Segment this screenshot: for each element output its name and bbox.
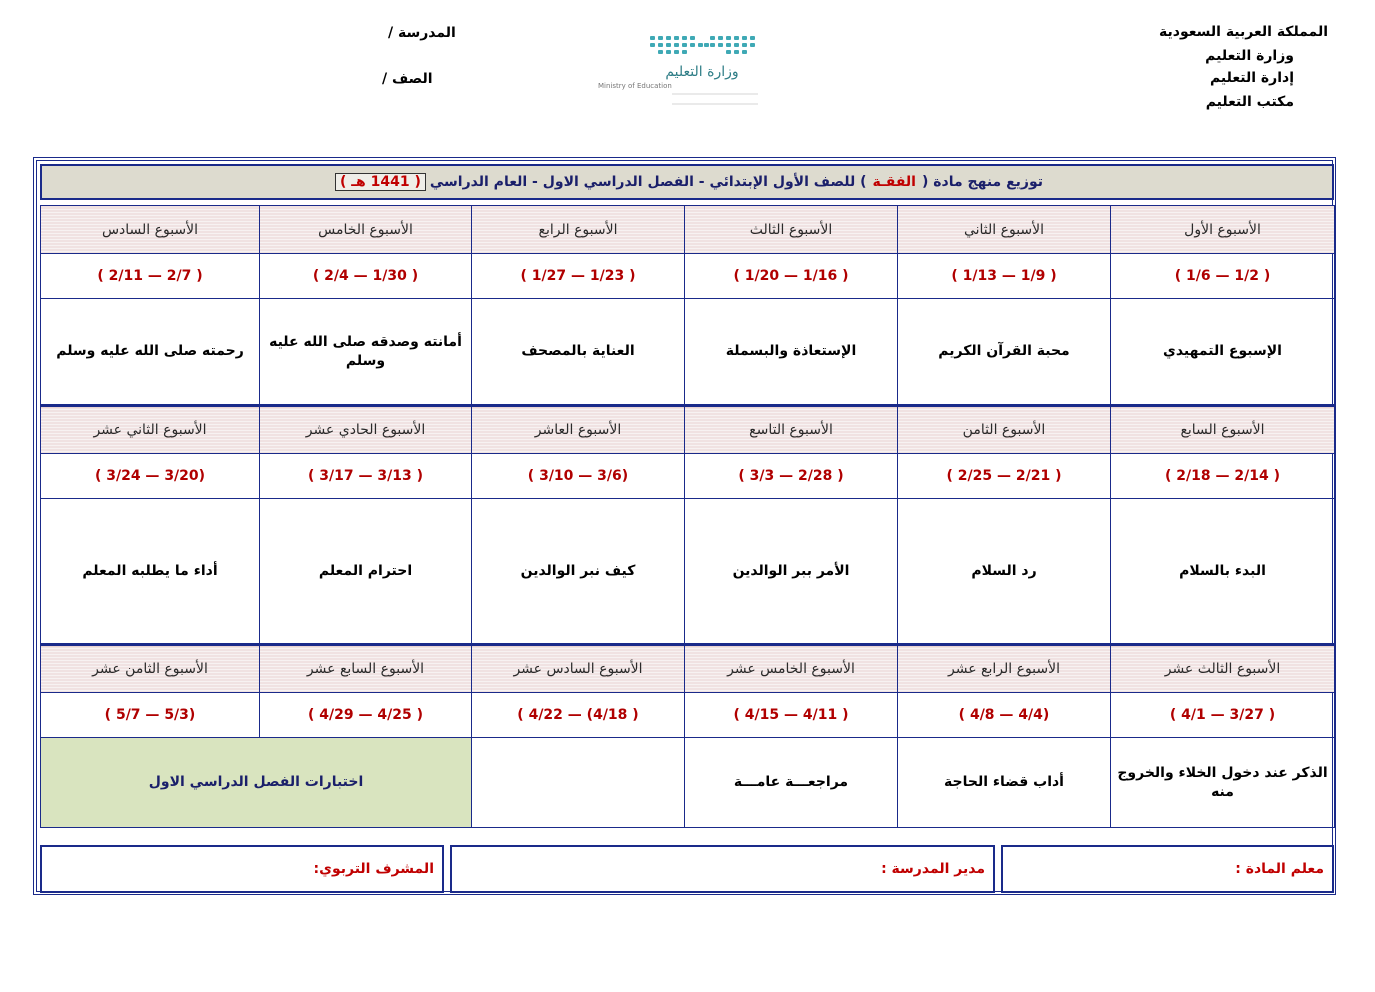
logo-english-text: Ministry of Education — [598, 82, 672, 90]
lesson-topic-cell: أمانته وصدقه صلى الله عليه وسلم — [260, 299, 472, 406]
lesson-topic-cell: مراجعـــة عامـــة — [685, 738, 898, 828]
week-name-cell: الأسبوع الثالث — [685, 206, 898, 254]
week-date-cell: ( 1/23 — 1/27 ) — [472, 254, 685, 299]
week-date-cell: ( 2/14 — 2/18 ) — [1111, 454, 1335, 499]
lesson-topic-cell: رد السلام — [898, 499, 1111, 645]
week-name-cell: الأسبوع الثالث عشر — [1111, 645, 1335, 693]
week-name-cell: الأسبوع التاسع — [685, 406, 898, 454]
lesson-topic-cell: أداء ما يطلبه المعلم — [41, 499, 260, 645]
teacher-signature-box — [1001, 845, 1334, 893]
supervisor-label: المشرف التربوي: — [313, 861, 434, 877]
week-name-cell: الأسبوع العاشر — [472, 406, 685, 454]
week-date-cell: (4/4 — 4/8 ) — [898, 693, 1111, 738]
week-topics-row — [41, 499, 1335, 645]
week-date-cell: (5/3 — 5/7 ) — [41, 693, 260, 738]
lesson-topic-cell: كيف نبر الوالدين — [472, 499, 685, 645]
week-name-cell: الأسبوع السابع عشر — [260, 645, 472, 693]
header-country: المملكة العربية السعودية — [1159, 24, 1328, 40]
week-dates-row — [41, 254, 1335, 299]
lesson-topic-cell — [472, 738, 685, 828]
week-names-row — [41, 645, 1335, 693]
week-dates-row — [41, 693, 1335, 738]
class-label: الصف / — [382, 71, 433, 87]
title-part2: ) للصف الأول الإبتدائي - الفصل الدراسي الاول - العام الدراسي — [429, 174, 867, 190]
week-name-cell: الأسبوع الثامن عشر — [41, 645, 260, 693]
week-names-row — [41, 206, 1335, 254]
week-name-cell: الأسبوع الخامس عشر — [685, 645, 898, 693]
week-topics-row — [41, 299, 1335, 406]
week-date-cell: ( 1/9 — 1/13 ) — [898, 254, 1111, 299]
ministry-logo — [590, 28, 760, 112]
lesson-topic-cell: أداب قضاء الحاجة — [898, 738, 1111, 828]
title-part1: توزيع منهج مادة ( — [921, 174, 1044, 190]
week-date-cell: ( 1/16 — 1/20 ) — [685, 254, 898, 299]
plan-title — [40, 164, 1334, 200]
week-name-cell: الأسبوع الثاني — [898, 206, 1111, 254]
lesson-topic-cell: محبة القرآن الكريم — [898, 299, 1111, 406]
week-date-cell: (3/20 — 3/24 ) — [41, 454, 260, 499]
week-name-cell: الأسبوع الحادي عشر — [260, 406, 472, 454]
week-dates-row — [41, 454, 1335, 499]
week-date-cell: ( 4/25 — 4/29 ) — [260, 693, 472, 738]
week-date-cell: ( 4/18) — 4/22 ) — [472, 693, 685, 738]
lesson-topic-cell: الأمر ببر الوالدين — [685, 499, 898, 645]
week-names-row — [41, 406, 1335, 454]
week-name-cell: الأسبوع الثاني عشر — [41, 406, 260, 454]
principal-signature-box — [450, 845, 995, 893]
lesson-topic-cell: الذكر عند دخول الخلاء والخروج منه — [1111, 738, 1335, 828]
week-name-cell: الأسبوع السادس عشر — [472, 645, 685, 693]
week-date-cell: ( 4/11 — 4/15 ) — [685, 693, 898, 738]
schedule-table — [40, 205, 1335, 828]
week-date-cell: ( 1/30 — 2/4 ) — [260, 254, 472, 299]
week-name-cell: الأسبوع السابع — [1111, 406, 1335, 454]
lesson-topic-cell: الإستعاذة والبسملة — [685, 299, 898, 406]
week-date-cell: ( 2/7 — 2/11 ) — [41, 254, 260, 299]
week-topics-row — [41, 738, 1335, 828]
lesson-topic-cell: رحمته صلى الله عليه وسلم — [41, 299, 260, 406]
signature-footer — [40, 845, 1334, 893]
week-name-cell: الأسبوع الثامن — [898, 406, 1111, 454]
week-date-cell: ( 2/21 — 2/25 ) — [898, 454, 1111, 499]
week-date-cell: ( 3/13 — 3/17 ) — [260, 454, 472, 499]
teacher-label: معلم المادة : — [1235, 861, 1324, 877]
header-directorate: إدارة التعليم — [1209, 70, 1294, 86]
header-ministry: وزارة التعليم — [1205, 48, 1294, 64]
logo-arabic-text: وزارة التعليم — [665, 64, 739, 80]
principal-label: مدير المدرسة : — [881, 861, 985, 877]
lesson-topic-cell: الإسبوع التمهيدي — [1111, 299, 1335, 406]
lesson-topic-cell: البدء بالسلام — [1111, 499, 1335, 645]
week-name-cell: الأسبوع الرابع عشر — [898, 645, 1111, 693]
week-date-cell: ( 3/27 — 4/1 ) — [1111, 693, 1335, 738]
school-label: المدرسة / — [388, 25, 456, 41]
supervisor-signature-box — [40, 845, 444, 893]
lesson-topic-cell: احترام المعلم — [260, 499, 472, 645]
week-date-cell: ( 2/28 — 3/3 ) — [685, 454, 898, 499]
week-name-cell: الأسبوع الرابع — [472, 206, 685, 254]
week-date-cell: ( 1/2 — 1/6 ) — [1111, 254, 1335, 299]
title-year: ( 1441 هـ ) — [335, 173, 426, 191]
week-date-cell: (3/6 — 3/10 ) — [472, 454, 685, 499]
week-name-cell: الأسبوع الخامس — [260, 206, 472, 254]
week-name-cell: الأسبوع الأول — [1111, 206, 1335, 254]
exams-cell: اختبارات الفصل الدراسي الاول — [41, 738, 472, 828]
lesson-topic-cell: العناية بالمصحف — [472, 299, 685, 406]
header-office: مكتب التعليم — [1205, 94, 1294, 110]
week-name-cell: الأسبوع السادس — [41, 206, 260, 254]
title-subject: الفقـة — [872, 174, 916, 190]
